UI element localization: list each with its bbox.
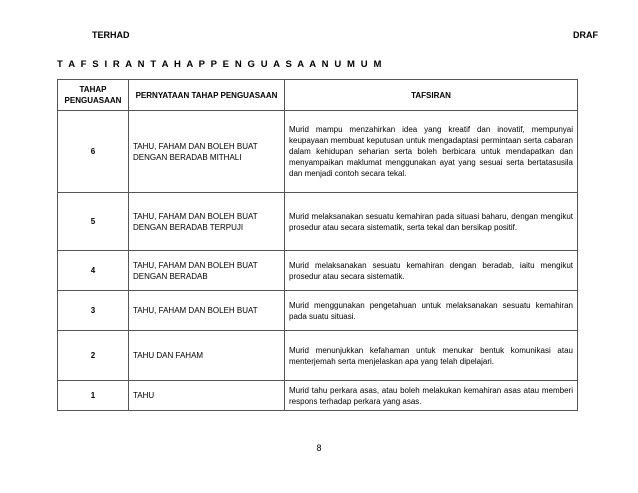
header-classification-left: TERHAD — [92, 30, 130, 40]
column-header-statement: PERNYATAAN TAHAP PENGUASAAN — [129, 80, 285, 111]
interpretation-cell: Murid melaksanakan sesuatu kemahiran dengan beradab, iaitu mengikut prosedur atau secara sistematik. — [285, 251, 578, 291]
table-row — [58, 111, 578, 193]
statement-cell: TAHU, FAHAM DAN BOLEH BUAT DENGAN BERADAB — [129, 251, 285, 291]
section-title: T A F S I R A N T A H A P P E N G U A S A A N U M U M — [57, 59, 384, 70]
table-header-row — [58, 80, 578, 111]
table-row — [58, 381, 578, 411]
table-row — [58, 331, 578, 381]
level-cell: 4 — [58, 251, 129, 291]
interpretation-cell: Murid menunjukkan kefahaman untuk menukar bentuk komunikasi atau menterjemah serta menjelaskan apa yang telah dipelajari. — [285, 331, 578, 381]
level-cell: 1 — [58, 381, 129, 411]
interpretation-cell: Murid menggunakan pengetahuan untuk melaksanakan sesuatu kemahiran pada suatu situasi. — [285, 291, 578, 331]
interpretation-cell: Murid melaksanakan sesuatu kemahiran pada situasi baharu, dengan mengikut prosedur atau secara sistematik, serta tekal dan bersikap positif. — [285, 193, 578, 251]
level-cell: 5 — [58, 193, 129, 251]
statement-cell: TAHU, FAHAM DAN BOLEH BUAT DENGAN BERADAB MITHALI — [129, 111, 285, 193]
interpretation-cell: Murid tahu perkara asas, atau boleh melakukan kemahiran asas atau memberi respons terhadap perkara yang asas. — [285, 381, 578, 411]
column-header-interpretation: TAFSIRAN — [285, 80, 578, 111]
table-row — [58, 251, 578, 291]
level-cell: 3 — [58, 291, 129, 331]
header-status-right: DRAF — [573, 30, 598, 40]
interpretation-cell: Murid mampu menzahirkan idea yang kreatif dan inovatif, mempunyai keupayaan membuat keputusan untuk mengadaptasi permintaan serta cabaran dalam kehidupan seharian serta boleh berbicara untuk mendapatkan dan menyampaikan maklumat menggunakan ayat yang sesuai serta bertatasusila dan menjadi contoh secara tekal. — [285, 111, 578, 193]
column-header-level: TAHAP PENGUASAAN — [58, 80, 129, 111]
statement-cell: TAHU — [129, 381, 285, 411]
page-number: 8 — [316, 443, 322, 453]
mastery-level-table — [57, 79, 578, 411]
statement-cell: TAHU, FAHAM DAN BOLEH BUAT DENGAN BERADAB TERPUJI — [129, 193, 285, 251]
table-row — [58, 193, 578, 251]
statement-cell: TAHU, FAHAM DAN BOLEH BUAT — [129, 291, 285, 331]
level-cell: 2 — [58, 331, 129, 381]
level-cell: 6 — [58, 111, 129, 193]
table-row — [58, 291, 578, 331]
statement-cell: TAHU DAN FAHAM — [129, 331, 285, 381]
